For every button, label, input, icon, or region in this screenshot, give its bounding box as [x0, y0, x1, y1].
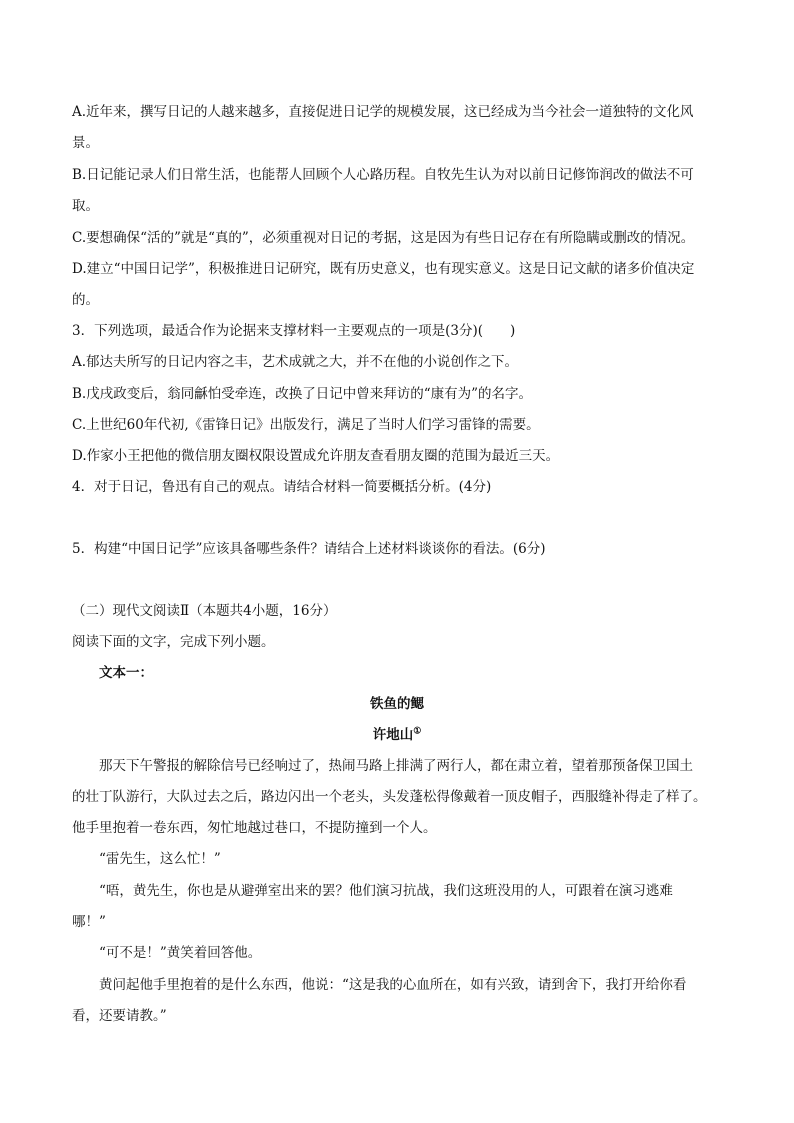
story-p1-line2: 的壮丁队游行，大队过去之后，路边闪出一个老头，头发蓬松得像戴着一顶皮帽子，西服缝补得走了样了。 — [72, 789, 707, 805]
story-p5-line2: 看，还要请教。” — [72, 1008, 167, 1024]
q2-option-b-line2: 取。 — [72, 198, 99, 214]
text-label: 文本一： — [99, 665, 153, 681]
q5-stem: 5．构建“中国日记学”应该具备哪些条件？请结合上述材料谈谈你的看法。(6分) — [72, 541, 546, 557]
q3-option-a: A.郁达夫所写的日记内容之丰，艺术成就之大，并不在他的小说创作之下。 — [72, 354, 519, 370]
story-p1-line3: 他手里抱着一卷东西，匆忙地越过巷口，不提防撞到一个人。 — [72, 820, 437, 836]
story-author — [0, 725, 794, 745]
story-p5-line1: 黄问起他手里抱着的是什么东西，他说：“这是我的心血所在，如有兴致，请到舍下，我打开给你看 — [99, 977, 687, 993]
q3-stem: 3．下列选项，最适合作为论据来支撑材料一主要观点的一项是(3分)( ) — [72, 323, 516, 339]
story-p2: “雷先生，这么忙！” — [99, 851, 221, 867]
q2-option-c-line1: C.要想确保“活的”就是“真的”，必须重视对日记的考据，这是因为有些日记存在有所隐瞒或删改的情况。 — [72, 230, 695, 246]
story-p4: “可不是！”黄笑着回答他。 — [99, 945, 262, 961]
q2-option-a-line1: A.近年来，撰写日记的人越来越多，直接促进日记学的规模发展，这已经成为当今社会一道独特的文化风 — [72, 104, 694, 120]
q3-option-c: C.上世纪60年代初,《雷锋日记》出版发行，满足了当时人们学习雷锋的需要。 — [72, 417, 540, 433]
section2-instruction: 阅读下面的文字，完成下列小题。 — [72, 634, 275, 650]
q3-option-d: D.作家小王把他的微信朋友圈权限设置成允许朋友查看朋友圈的范围为最近三天。 — [72, 448, 560, 464]
q2-option-a-line2: 景。 — [72, 135, 99, 151]
section2-heading: （二）现代文阅读Ⅱ（本题共4小题，16分） — [72, 603, 337, 619]
story-author-name: 许地山 — [372, 727, 414, 743]
footnote-marker: ① — [413, 726, 422, 737]
q4-stem: 4．对于日记，鲁迅有自己的观点。请结合材料一简要概括分析。(4分) — [72, 479, 492, 495]
q2-option-d-line1: D.建立“中国日记学”，积极推进日记研究，既有历史意义，也有现实意义。这是日记文献的诸多价值决定 — [72, 261, 695, 277]
story-p1-line1: 那天下午警报的解除信号已经响过了，热闹马路上排满了两行人，都在肃立着，望着那预备保卫国土 — [99, 758, 693, 774]
story-p3-line1: “唔，黄先生，你也是从避弹室出来的罢？他们演习抗战，我们这班没用的人，可跟着在演习逃难 — [99, 883, 673, 899]
q2-option-b-line1: B.日记能记录人们日常生活，也能帮人回顾个人心路历程。自牧先生认为对以前日记修饰润改的做法不可 — [72, 167, 694, 183]
q3-option-b: B.戊戌政变后，翁同龢怕受牵连，改换了日记中曾来拜访的“康有为”的名字。 — [72, 386, 533, 402]
story-title: 铁鱼的鳃 — [370, 696, 424, 712]
q2-option-d-line2: 的。 — [72, 292, 99, 308]
story-p3-line2: 哪！” — [72, 914, 106, 930]
